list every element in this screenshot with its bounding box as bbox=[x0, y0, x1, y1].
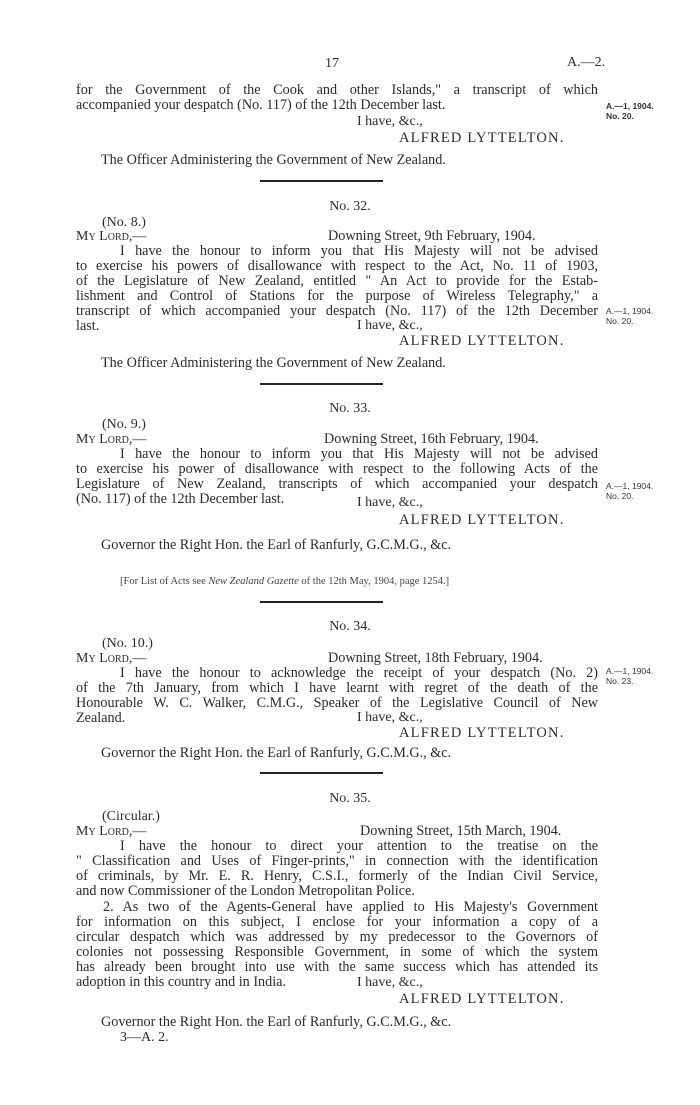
d35-line-6: for information on this subject, I enclose for your information a copy of a bbox=[76, 914, 598, 930]
d33-margin-note: A.—1, 1904. No. 20. bbox=[606, 481, 654, 501]
d34-line-2: of the 7th January, from which I have learnt with regret of the death of the bbox=[76, 680, 598, 696]
d33-signatory: ALFRED LYTTELTON. bbox=[399, 512, 565, 528]
d32-date: Downing Street, 9th February, 1904. bbox=[328, 228, 536, 244]
d31-signatory: ALFRED LYTTELTON. bbox=[399, 130, 565, 146]
d34-number: No. 34. bbox=[329, 619, 371, 634]
d35-line-3: of criminals, by Mr. E. R. Henry, C.S.I., formerly of the Indian Civil Service, bbox=[76, 868, 598, 884]
d35-line-1: I have the honour to direct your attention to the treatise on the bbox=[120, 838, 598, 854]
d31-sign-off: I have, &c., bbox=[357, 114, 423, 129]
d34-line-3: Honourable W. C. Walker, C.M.G., Speaker of the Legislative Council of New bbox=[76, 695, 598, 711]
d35-line-5: 2. As two of the Agents-General have applied to His Majesty's Government bbox=[103, 899, 598, 915]
d35-line-9: has already been brought into use with the same success which has attended its bbox=[76, 959, 598, 975]
d32-addressee: The Officer Administering the Government of New Zealand. bbox=[101, 355, 446, 371]
d32-line-5: transcript of which accompanied your despatch (No. 117) of the 12th December bbox=[76, 303, 598, 319]
d32-line-1: I have the honour to inform you that His Majesty will not be advised bbox=[120, 243, 598, 259]
d31-addressee: The Officer Administering the Government of New Zealand. bbox=[101, 152, 446, 168]
d33-addressee: Governor the Right Hon. the Earl of Ranfurly, G.C.M.G., &c. bbox=[101, 537, 452, 553]
d33-sign-off: I have, &c., bbox=[357, 495, 423, 510]
d35-line-8: colonies not possessing Responsible Government, in some of which the system bbox=[76, 944, 598, 960]
d34-addressee: Governor the Right Hon. the Earl of Ranfurly, G.C.M.G., &c. bbox=[101, 745, 452, 761]
d34-sign-off: I have, &c., bbox=[357, 710, 423, 725]
d32-sign-off: I have, &c., bbox=[357, 318, 423, 333]
d34-line-4: Zealand. bbox=[76, 710, 126, 726]
d32-reference: (No. 8.) bbox=[102, 215, 146, 230]
d33-number: No. 33. bbox=[329, 401, 371, 416]
d35-salutation: My Lord,— bbox=[76, 824, 147, 839]
document-code: A.—2. bbox=[567, 55, 606, 70]
section-divider bbox=[260, 180, 383, 182]
d35-addressee: Governor the Right Hon. the Earl of Ranfurly, G.C.M.G., &c. bbox=[101, 1014, 452, 1030]
d34-margin-note: A.—1, 1904. No. 23. bbox=[606, 666, 654, 686]
d33-date: Downing Street, 16th February, 1904. bbox=[324, 431, 539, 447]
d33-line-3: Legislature of New Zealand, transcripts of which accompanied your despatch bbox=[76, 476, 598, 492]
d33-line-1: I have the honour to inform you that His Majesty will not be advised bbox=[120, 446, 598, 462]
d33-line-4: (No. 117) of the 12th December last. bbox=[76, 491, 285, 507]
d33-salutation: My Lord,— bbox=[76, 432, 147, 447]
page-number: 17 bbox=[325, 56, 339, 71]
d35-line-4: and now Commissioner of the London Metropolitan Police. bbox=[76, 883, 415, 899]
d31-line-1: for the Government of the Cook and other Islands," a transcript of which bbox=[76, 82, 598, 98]
d32-margin-note: A.—1, 1904. No. 20. bbox=[606, 306, 654, 326]
d34-date: Downing Street, 18th February, 1904. bbox=[328, 650, 543, 666]
section-divider bbox=[260, 772, 383, 774]
section-divider bbox=[260, 601, 383, 603]
d35-line-7: circular despatch which was addressed by my predecessor to the Governors of bbox=[76, 929, 598, 945]
d35-sign-off: I have, &c., bbox=[357, 975, 423, 990]
d35-reference: (Circular.) bbox=[102, 809, 160, 824]
d32-salutation: My Lord,— bbox=[76, 229, 147, 244]
d35-line-10: adoption in this country and in India. bbox=[76, 974, 287, 990]
d33-line-2: to exercise his power of disallowance with respect to the following Acts of the bbox=[76, 461, 598, 477]
d35-date: Downing Street, 15th March, 1904. bbox=[360, 823, 562, 839]
d31-line-2: accompanied your despatch (No. 117) of the 12th December last. bbox=[76, 97, 446, 113]
d34-reference: (No. 10.) bbox=[102, 636, 153, 651]
d34-line-1: I have the honour to acknowledge the receipt of your despatch (No. 2) bbox=[120, 665, 598, 681]
d34-signatory: ALFRED LYTTELTON. bbox=[399, 725, 565, 741]
d35-number: No. 35. bbox=[329, 791, 371, 806]
d33-gazette-note: [For List of Acts see New Zealand Gazette of the 12th May, 1904, page 1254.] bbox=[120, 576, 450, 587]
printer-signature-mark: 3—A. 2. bbox=[120, 1030, 169, 1045]
d34-salutation: My Lord,— bbox=[76, 651, 147, 666]
d32-number: No. 32. bbox=[329, 199, 371, 214]
d32-line-2: to exercise his powers of disallowance with respect to the Act, No. 11 of 1903, bbox=[76, 258, 598, 274]
section-divider bbox=[260, 383, 383, 385]
d33-reference: (No. 9.) bbox=[102, 417, 146, 432]
d35-signatory: ALFRED LYTTELTON. bbox=[399, 991, 565, 1007]
d32-line-3: of the Legislature of New Zealand, entitled " An Act to provide for the Estab- bbox=[76, 273, 598, 289]
d32-line-6: last. bbox=[76, 318, 100, 334]
d32-line-4: lishment and Control of Stations for the purpose of Wireless Telegraphy," a bbox=[76, 288, 598, 304]
d31-margin-note: A.—1, 1904. No. 20. bbox=[606, 101, 654, 121]
d35-line-2: " Classification and Uses of Finger-prints," in connection with the identification bbox=[76, 853, 598, 869]
d32-signatory: ALFRED LYTTELTON. bbox=[399, 333, 565, 349]
